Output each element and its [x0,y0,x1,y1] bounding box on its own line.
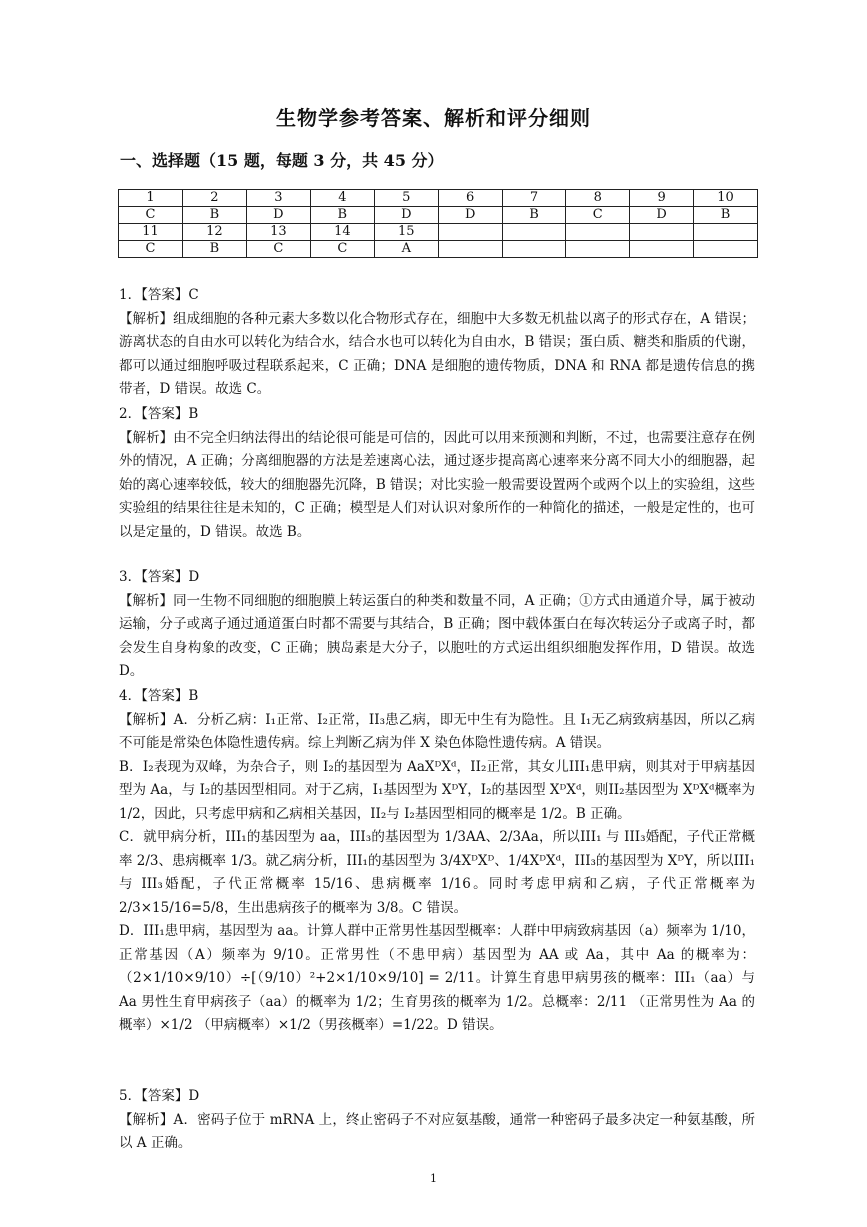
analysis-text-a: 【解析】A．分析乙病：I₁正常、I₂正常，II₃患乙病，即无中生有为隐性。且 I₁无乙病致病基因，所以乙病不可能是常染色体隐性遗传病。综上判断乙病为伴 X 染色体隐性遗传病。A 错误。 [119,711,755,751]
answer-heading: 3．【答案】D [119,569,200,585]
table-cell [438,241,502,258]
answer-heading: 1．【答案】C [119,287,199,303]
analysis-text: 【解析】同一生物不同细胞的细胞膜上转运蛋白的种类和数量不同，A 正确；①方式由通道介导，属于被动运输，分子或离子通过通道蛋白时都不需要与其结合，B 正确；图中载体蛋白在每次转运分子或离子时，都会发生自身构象的改变，C 正确；胰岛素是大分子，以胞吐的方式运出组织细胞发挥作用，D 错误。故选 D。 [119,592,755,679]
analysis-text-d: D．III₁患甲病，基因型为 aa。计算人群中正常男性基因型概率：人群中甲病致病基因（a）频率为 1/10，正常基因（A）频率为 9/10。正常男性（不患甲病）基因型为 AA 或 Aa，其中 Aa 的概率为：（2×1/10×9/10）÷[（9/10）²+2×1/10×9/10] = 2/11。计算生育患甲病男孩的概率：III₁（aa）与 Aa 男性生育甲病孩子（aa）的概率为 1/2；生育男孩的概率为 1/2。总概率：2/11 （正常男性为 Aa 的概率）×1/2 （甲病概率）×1/2（男孩概率）=1/22。D 错误。 [119,923,755,1033]
table-cell: 7 [502,190,566,207]
table-cell [566,241,630,258]
table-cell: B [502,207,566,224]
table-cell: D [246,207,310,224]
table-cell: 8 [566,190,630,207]
table-cell: 4 [310,190,374,207]
answer-heading: 5．【答案】D [119,1088,200,1104]
answer-heading: 2．【答案】B [119,406,199,422]
question-1-block [119,284,755,402]
table-cell: 11 [119,224,183,241]
table-cell: 9 [630,190,694,207]
analysis-text: 【解析】由不完全归纳法得出的结论很可能是可信的，因此可以用来预测和判断，不过，也需要注意存在例外的情况，A 正确；分离细胞器的方法是差速离心法，通过逐步提高离心速率来分离不同大小的细胞器，起始的离心速率较低，较大的细胞器先沉降，B 错误；对比实验一般需要设置两个或两个以上的实验组，这些实验组的结果往往是未知的，C 正确；模型是人们对认识对象所作的一种简化的描述，一般是定性的，也可以是定量的，D 错误。故选 B。 [119,429,755,540]
section-heading: 一、选择题（15 题，每题 3 分，共 45 分） [120,151,444,170]
analysis-text-b: B．I₂表现为双峰，为杂合子，则 I₂的基因型为 AaXᴰXᵈ，II₂正常，其女儿III₁患甲病，则其对于甲病基因型为 Aa，与 I₂的基因型相同。对于乙病，I₁基因型为 XᴰY，I₂的基因型 XᴰXᵈ，则II₂基因型为 XᴰXᵈ概率为 1/2，因此，只考虑甲病和乙病相关基因，II₂与 I₂基因型相同的概率是 1/2。B 正确。 [119,758,755,822]
table-row [119,224,758,241]
question-4-block [119,685,755,1038]
table-cell: B [182,241,246,258]
table-cell: 2 [182,190,246,207]
analysis-text: 【解析】A．密码子位于 mRNA 上，终止密码子不对应氨基酸，通常一种密码子最多决定一种氨基酸，所以 A 正确。 [119,1111,755,1151]
page-title: 生物学参考答案、解析和评分细则 [276,106,591,130]
table-cell [566,224,630,241]
question-2-block [119,403,755,544]
table-row [119,190,758,207]
table-cell: 5 [374,190,438,207]
table-cell: C [566,207,630,224]
page-number: 1 [430,1172,437,1185]
table-row [119,207,758,224]
table-cell: A [374,241,438,258]
table-cell: D [438,207,502,224]
table-cell: D [374,207,438,224]
table-cell: 1 [119,190,183,207]
table-cell [693,224,757,241]
table-cell: C [119,207,183,224]
table-cell [438,224,502,241]
table-cell: 3 [246,190,310,207]
question-3-block [119,566,755,684]
table-cell: 12 [182,224,246,241]
table-cell [693,241,757,258]
table-cell: C [310,241,374,258]
analysis-text-c: C．就甲病分析，III₁的基因型为 aa，III₃的基因型为 1/3AA、2/3Aa，所以III₁ 与 III₃婚配，子代正常概率 2/3、患病概率 1/3。就乙病分析，III₁的基因型为 3/4XᴰXᴰ、1/4XᴰXᵈ，III₃的基因型为 XᴰY，所以III₁ 与 III₃婚配，子代正常概率 15/16、患病概率 1/16。同时考虑甲病和乙病，子代正常概率为 2/3×15/16=5/8，生出患病孩子的概率为 3/8。C 错误。 [119,829,755,916]
analysis-text: 【解析】组成细胞的各种元素大多数以化合物形式存在，细胞中大多数无机盐以离子的形式存在，A 错误；游离状态的自由水可以转化为结合水，结合水也可以转化为自由水，B 错误；蛋白质、糖类和脂质的代谢，都可以通过细胞呼吸过程联系起来，C 正确；DNA 是细胞的遗传物质，DNA 和 RNA 都是遗传信息的携带者，D 错误。故选 C。 [119,310,755,397]
answer-table [118,189,758,258]
table-cell: 6 [438,190,502,207]
table-cell: 10 [693,190,757,207]
table-cell [502,224,566,241]
table-cell [502,241,566,258]
table-cell: B [182,207,246,224]
table-cell: C [246,241,310,258]
table-cell: C [119,241,183,258]
table-cell: B [693,207,757,224]
table-cell [630,241,694,258]
table-cell: 15 [374,224,438,241]
question-5-block [119,1085,755,1156]
answer-heading: 4．【答案】B [119,688,199,704]
table-cell [630,224,694,241]
table-cell: D [630,207,694,224]
table-cell: B [310,207,374,224]
table-cell: 13 [246,224,310,241]
table-cell: 14 [310,224,374,241]
table-row [119,241,758,258]
